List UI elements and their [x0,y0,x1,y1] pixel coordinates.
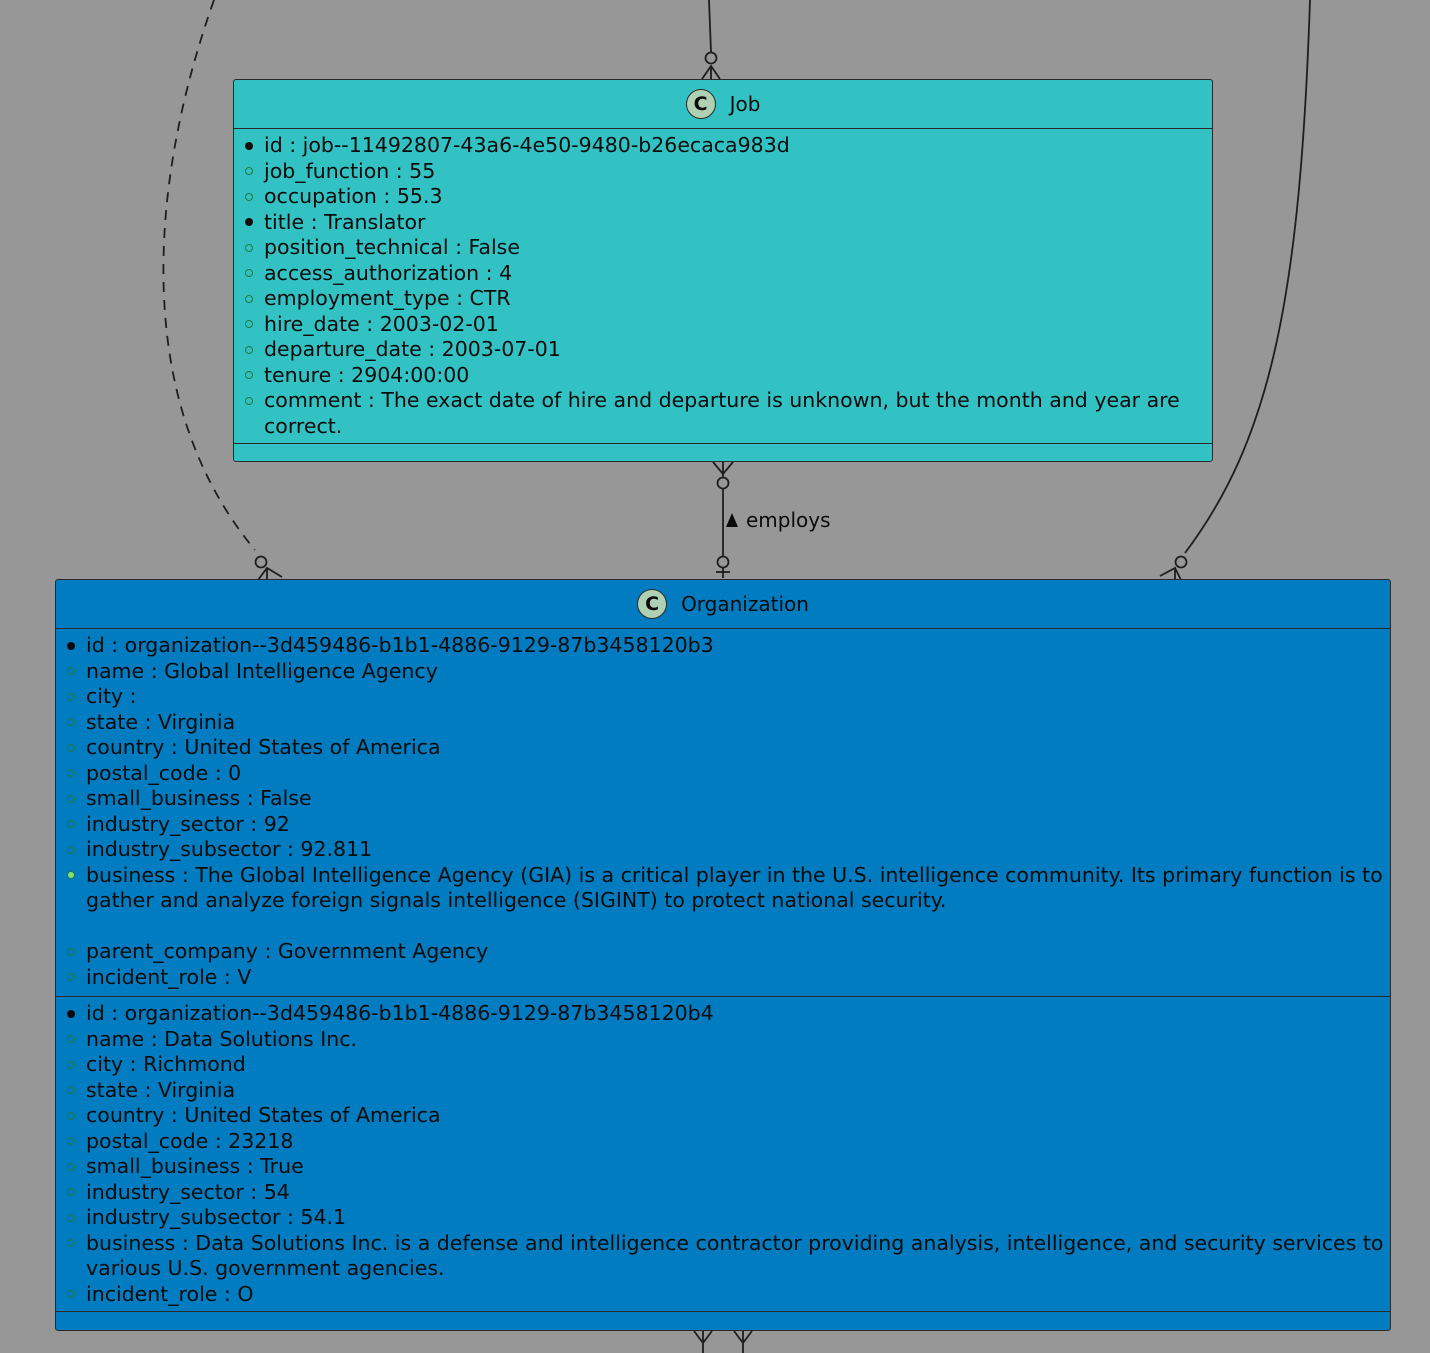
required-dot-icon [64,1001,86,1027]
optional-dot-icon [64,1103,86,1129]
field-text: incident_role : V [86,964,252,989]
organization-record-section [56,997,1390,1312]
optional-dot-icon [64,837,86,863]
field-row [242,363,1212,389]
field-text: city : [86,684,137,708]
field-text: city : Richmond [86,1052,246,1076]
field-row [64,1001,1390,1027]
field-text: access_authorization : 4 [264,260,513,285]
optional-dot-icon [242,363,264,389]
field-text: id : organization--3d459486-b1b1-4886-9129-87b3458120b4 [86,1001,714,1025]
field-row [242,261,1212,287]
field-text: country : United States of America [86,735,441,759]
required-dot-icon [64,633,86,659]
organization-records [56,629,1390,1312]
optional-dot-icon [64,863,86,889]
optional-dot-icon [242,159,264,185]
field-row [64,939,1390,965]
optional-dot-icon [64,1282,86,1308]
optional-dot-icon [64,812,86,838]
field-text: tenure : 2904:00:00 [264,362,470,387]
field-text: incident_role : O [86,1281,254,1306]
edge-out-organization-left [694,1331,712,1353]
field-text: parent_company : Government Agency [86,939,489,963]
optional-dot-icon [64,684,86,710]
field-text: hire_date : 2003-02-01 [264,311,499,336]
optional-dot-icon [242,388,264,414]
field-row [64,1231,1390,1282]
field-row [64,735,1390,761]
field-row [64,1129,1390,1155]
optional-dot-icon [242,337,264,363]
field-text: state : Virginia [86,1077,236,1102]
field-text: industry_subsector : 92.811 [86,837,373,861]
optional-dot-icon [64,1052,86,1078]
job-entity[interactable] [233,79,1213,462]
field-text: occupation : 55.3 [264,184,443,208]
organization-title: Organization [681,592,809,616]
edge-out-organization-right [734,1331,752,1353]
field-text: title : Translator [264,209,426,234]
optional-dot-icon [64,1129,86,1155]
field-text: id : job--11492807-43a6-4e50-9480-b26ecaca983d [264,133,790,157]
optional-dot-icon [242,261,264,287]
field-row [242,286,1212,312]
required-dot-icon [242,210,264,236]
optional-dot-icon [64,1154,86,1180]
field-row [64,684,1390,710]
optional-dot-icon [64,965,86,991]
job-title: Job [729,92,761,116]
optional-dot-icon [64,939,86,965]
optional-dot-icon [242,235,264,261]
class-badge-icon: C [637,589,667,619]
optional-dot-icon [64,1205,86,1231]
field-row [64,1078,1390,1104]
field-row [64,659,1390,685]
direction-triangle-icon [726,513,738,527]
organization-record-section [56,629,1390,997]
organization-header [56,580,1390,629]
field-row [64,761,1390,787]
optional-dot-icon [64,659,86,685]
field-text: job_function : 55 [264,158,436,183]
job-fields-section [234,129,1212,444]
field-row [64,1027,1390,1053]
field-text: postal_code : 23218 [86,1128,294,1153]
field-text: business : The Global Intelligence Agency (GIA) is a critical player in the U.S. intelligence community. Its primary function is to gather and analyze foreign signals intelligence (SIGINT) to protect national security. [86,862,1383,912]
field-row [64,1052,1390,1078]
optional-dot-icon [64,1180,86,1206]
field-text: name : Data Solutions Inc. [86,1026,358,1051]
field-row [242,312,1212,338]
field-row [242,159,1212,185]
field-row [64,863,1390,914]
field-text: country : United States of America [86,1103,441,1127]
field-text: comment : The exact date of hire and departure is unknown, but the month and year are correct. [264,388,1180,438]
field-text: industry_subsector : 54.1 [86,1205,347,1229]
optional-dot-icon [64,735,86,761]
optional-dot-icon [64,761,86,787]
field-row [242,133,1212,159]
field-row [242,337,1212,363]
optional-dot-icon [64,1078,86,1104]
field-row [242,184,1212,210]
optional-dot-icon [64,710,86,736]
field-row [64,1282,1390,1308]
field-row [64,633,1390,659]
field-text: name : Global Intelligence Agency [86,658,438,683]
field-row [64,965,1390,991]
organization-methods-section [56,1312,1390,1321]
field-row [64,837,1390,863]
field-row [64,1154,1390,1180]
job-header [234,80,1212,129]
field-row [64,710,1390,736]
field-text: industry_sector : 54 [86,1179,290,1204]
field-text: business : Data Solutions Inc. is a defense and intelligence contractor providing analysis, intelligence, and security services to various U.S. government agencies. [86,1230,1384,1280]
relationship-label: employs [746,508,831,532]
edge-into-job [709,0,711,52]
optional-dot-icon [64,1231,86,1257]
field-text: small_business : True [86,1154,304,1178]
field-text: id : organization--3d459486-b1b1-4886-9129-87b3458120b3 [86,633,714,657]
class-badge-icon: C [686,89,716,119]
field-row [242,210,1212,236]
field-row [64,1180,1390,1206]
field-row [242,235,1212,261]
field-text: small_business : False [86,786,312,810]
optional-dot-icon [64,786,86,812]
field-text: employment_type : CTR [264,286,511,310]
optional-dot-icon [64,1027,86,1053]
optional-dot-icon [242,312,264,338]
organization-entity[interactable] [55,579,1391,1331]
field-row [64,786,1390,812]
optional-dot-icon [242,286,264,312]
field-row [64,1205,1390,1231]
field-text: departure_date : 2003-07-01 [264,337,561,361]
required-dot-icon [242,133,264,159]
employs-label [726,508,831,532]
optional-dot-icon [242,184,264,210]
field-text: state : Virginia [86,709,236,734]
field-row [242,388,1212,439]
field-text: industry_sector : 92 [86,811,290,836]
field-text: postal_code : 0 [86,760,242,785]
field-text: position_technical : False [264,235,520,259]
job-methods-section [234,444,1212,453]
field-row [64,1103,1390,1129]
field-row [64,812,1390,838]
